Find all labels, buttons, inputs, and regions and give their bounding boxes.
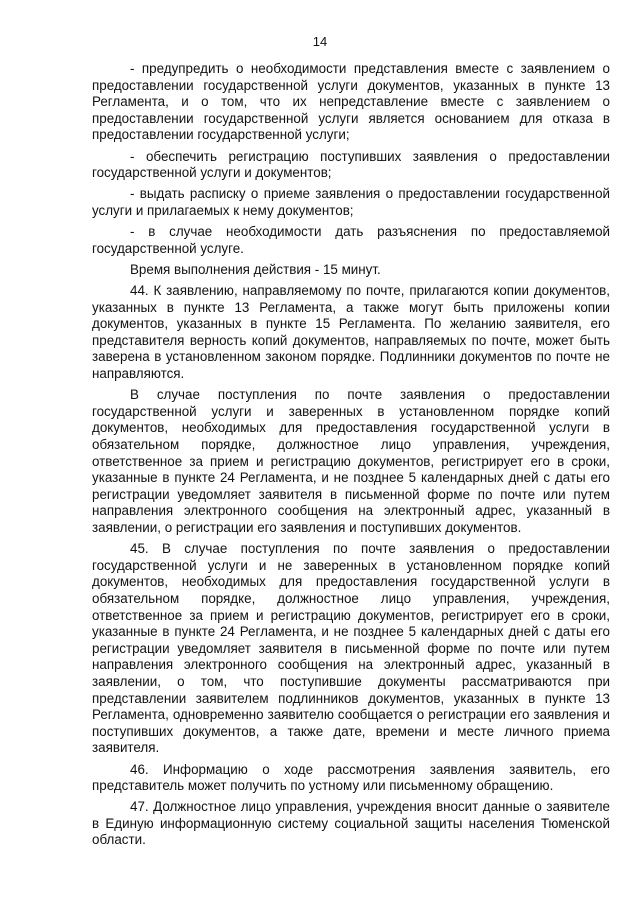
paragraph-47-data-entry: 47. Должностное лицо управления, учреждения вносит данные о заявителе в Единую информационную систему социальной защиты населения Тюменской области. <box>92 799 610 848</box>
paragraph-certified-copies: В случае поступления по почте заявления о предоставлении государственной услуги и заверенных в установленном порядке копий документов, необходимых для предоставления государственной услуги в обязательном порядке, должностное лицо управления, учреждения, ответственное за прием и регистрацию документов, регистрирует его в сроки, указанные в пункте 24 Регламента, и не позднее 5 календарных дней с даты его регистрации уведомляет заявителя в письменной форме по почте или путем направления электронного сообщения на электронный адрес, указанный в заявлении, о регистрации его заявления и поступивших документов. <box>92 387 610 535</box>
paragraph-warn-documents: - предупредить о необходимости представления вместе с заявлением о предоставлении государственной услуги документов, указанных в пункте 13 Регламента, и о том, что их непредставление вместе с заявлением о предоставлении государственной услуги является основанием для отказа в предоставлении государственной услуги; <box>92 61 610 143</box>
page-number: 14 <box>312 34 328 49</box>
paragraph-45-uncertified-copies: 45. В случае поступления по почте заявления о предоставлении государственной услуги и не заверенных в установленном порядке копий документов, необходимых для предоставления государственной услуги в обязательном порядке, должностное лицо управления, учреждения, ответственное за прием и регистрацию документов, регистрирует его в сроки, указанные в пункте 24 Регламента, и не позднее 5 календарных дней с даты его регистрации уведомляет заявителя в письменной форме по почте или путем направления электронного сообщения на электронный адрес, указанный в заявлении, о том, что поступившие документы рассматриваются при представлении заявителем подлинников документов, указанных в пункте 13 Регламента, одновременно заявителю сообщается о регистрации его заявления и поступивших документов, а также дате, времени и месте личного приема заявителя. <box>92 541 610 756</box>
paragraph-register-application: - обеспечить регистрацию поступивших заявления о предоставлении государственной услуги и документов; <box>92 148 610 181</box>
paragraph-give-explanations: - в случае необходимости дать разъяснения по предоставляемой государственной услуге. <box>92 224 610 256</box>
paragraph-44-mail-attachments: 44. К заявлению, направляемому по почте, прилагаются копии документов, указанных в пункте 13 Регламента, а также могут быть приложены копии документов, указанных в пункте 15 Регламента. По желанию заявителя, его представителя верность копий документов, направляемых по почте, может быть заверена в установленном законом порядке. Подлинники документов по почте не направляются. <box>92 283 610 382</box>
paragraph-46-status-info: 46. Информацию о ходе рассмотрения заявления заявитель, его представитель может получить по устному или письменному обращению. <box>92 761 610 794</box>
paragraph-issue-receipt: - выдать расписку о приеме заявления о предоставлении государственной услуги и прилагаемых к нему документов; <box>92 186 610 218</box>
paragraph-execution-time: Время выполнения действия - 15 минут. <box>130 261 381 277</box>
page-body <box>92 61 610 854</box>
